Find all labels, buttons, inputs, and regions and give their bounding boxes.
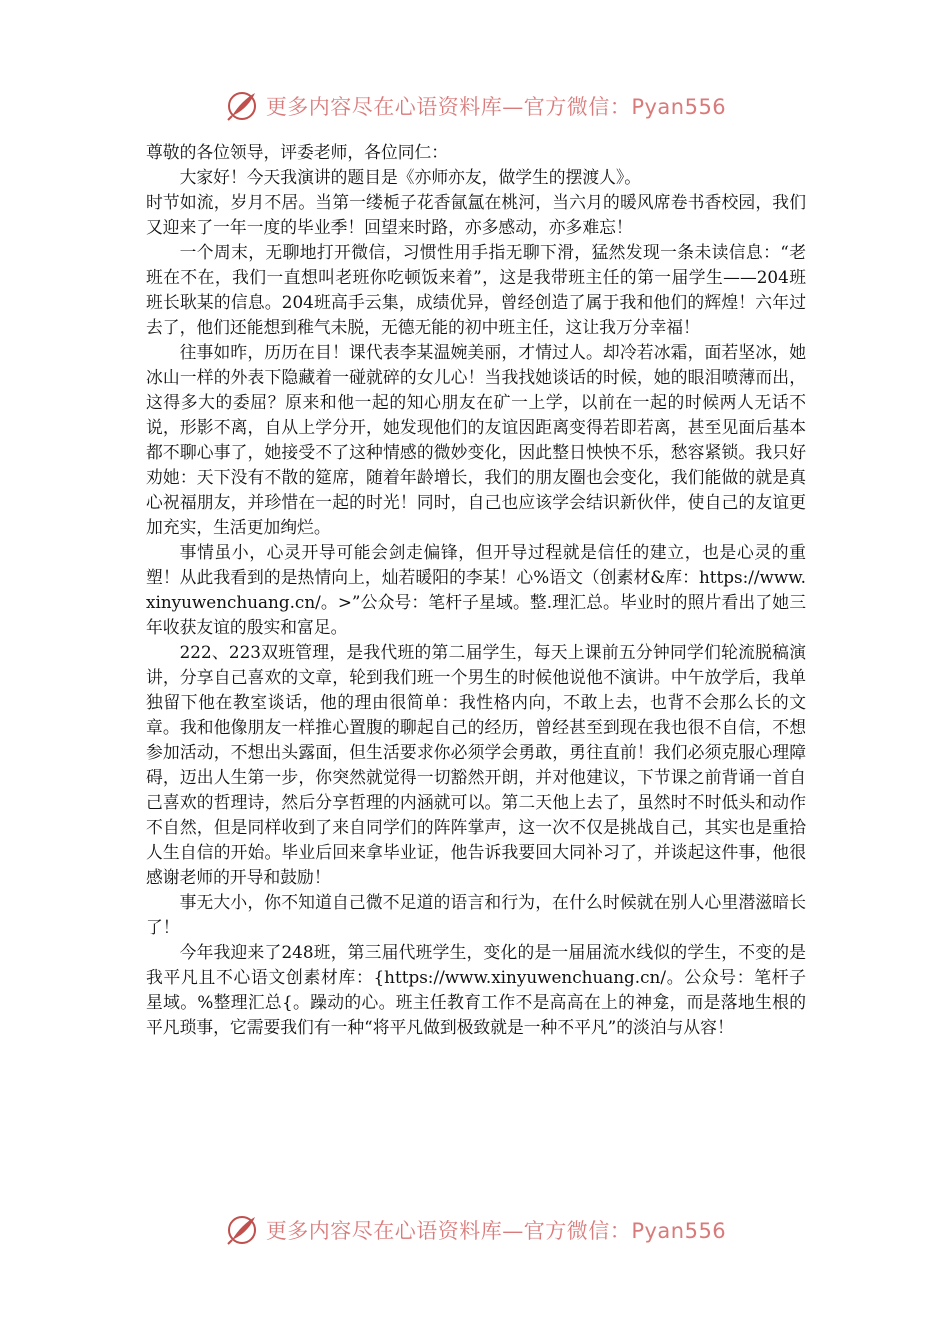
paragraph: 事情虽小，心灵开导可能会剑走偏锋，但开导过程就是信任的建立，也是心灵的重塑！从此我看到的是热情向上，灿若暖阳的李某！心%语文（创素材&库：https://www.xinyuwenchuang.cn/。>”公众号：笔杆子星域。整.理汇总。毕业时的照片看出了她三年收获友谊的殷实和富足。 xyxy=(146,542,806,637)
paragraph: 大家好！今天我演讲的题目是《亦师亦友，做学生的摆渡人》。 xyxy=(179,167,642,187)
feather-pen-logo-icon xyxy=(224,88,260,124)
banner-text: 更多内容尽在心语资料库—官方微信：Pyan556 xyxy=(265,1219,727,1243)
paragraph: 事无大小，你不知道自己微不足道的语言和行为，在什么时候就在别人心里潜滋暗长了！ xyxy=(146,892,806,937)
feather-pen-logo-icon xyxy=(224,1212,260,1248)
paragraph: 往事如昨，历历在目！课代表李某温婉美丽，才情过人。却冷若冰霜，面若坚冰，她冰山一样的外表下隐藏着一碰就碎的女儿心！当我找她谈话的时候，她的眼泪喷薄而出，这得多大的委屈？原来和他一起的知心朋友在矿一上学，以前在一起的时候两人无话不说，形影不离，自从上学分开，她发现他们的友谊因距离变得若即若离，甚至见面后基本都不聊心事了，她接受不了这种情感的微妙变化，因此整日怏怏不乐，愁容紧锁。我只好劝她：天下没有不散的筵席，随着年龄增长，我们的朋友圈也会变化，我们能做的就是真心祝福朋友，并珍惜在一起的时光！同时，自己也应该学会结识新伙伴，使自己的友谊更加充实，生活更加绚烂。 xyxy=(146,342,806,537)
footer-banner xyxy=(0,1208,950,1252)
paragraph: 今年我迎来了248班，第三届代班学生，变化的是一届届流水线似的学生，不变的是我平凡且不心语文创素材库：{https://www.xinyuwenchuang.cn/。公众号：笔杆子星域。%整理汇总{。躁动的心。班主任教育工作不是高高在上的神龛，而是落地生根的平凡琐事，它需要我们有一种“将平凡做到极致就是一种不平凡”的淡泊与从容！ xyxy=(146,942,807,1037)
paragraph: 时节如流，岁月不居。当第一缕栀子花香氤氲在桃河，当六月的暖风席卷书香校园，我们又迎来了一年一度的毕业季！回望来时路，亦多感动，亦多难忘！ xyxy=(146,192,806,237)
paragraph: 一个周末，无聊地打开微信，习惯性用手指无聊下滑，猛然发现一条未读信息：“老班在不在，我们一直想叫老班你吃顿饭来着”，这是我带班主任的第一届学生——204班班长耿某的信息。204班高手云集，成绩优异，曾经创造了属于我和他们的辉煌！六年过去了，他们还能想到稚气未脱，无德无能的初中班主任，这让我万分幸福！ xyxy=(146,242,806,337)
banner-text: 更多内容尽在心语资料库—官方微信：Pyan556 xyxy=(265,95,727,119)
wechat-handle: Pyan556 xyxy=(631,1219,727,1243)
header-banner xyxy=(0,84,950,128)
wechat-handle: Pyan556 xyxy=(631,95,727,119)
paragraph: 尊敬的各位领导，评委老师，各位同仁： xyxy=(146,142,449,162)
paragraph: 222、223双班管理，是我代班的第二届学生，每天上课前五分钟同学们轮流脱稿演讲，分享自己喜欢的文章，轮到我们班一个男生的时候他说他不演讲。中午放学后，我单独留下他在教室谈话，他的理由很简单：我性格内向，不敢上去，也背不会那么长的文章。我和他像朋友一样推心置腹的聊起自己的经历，曾经甚至到现在我也很不自信，不想参加活动，不想出头露面，但生活要求你必须学会勇敢，勇往直前！我们必须克服心理障碍，迈出人生第一步，你突然就觉得一切豁然开朗，并对他建议，下节课之前背诵一首自己喜欢的哲理诗，然后分享哲理的内涵就可以。第二天他上去了，虽然时不时低头和动作不自然，但是同样收到了来自同学们的阵阵掌声，这一次不仅是挑战自己，其实也是重拾人生自信的开始。毕业后回来拿毕业证，他告诉我要回大同补习了，并谈起这件事，他很感谢老师的开导和鼓励！ xyxy=(146,642,806,887)
speech-body xyxy=(146,140,806,1040)
